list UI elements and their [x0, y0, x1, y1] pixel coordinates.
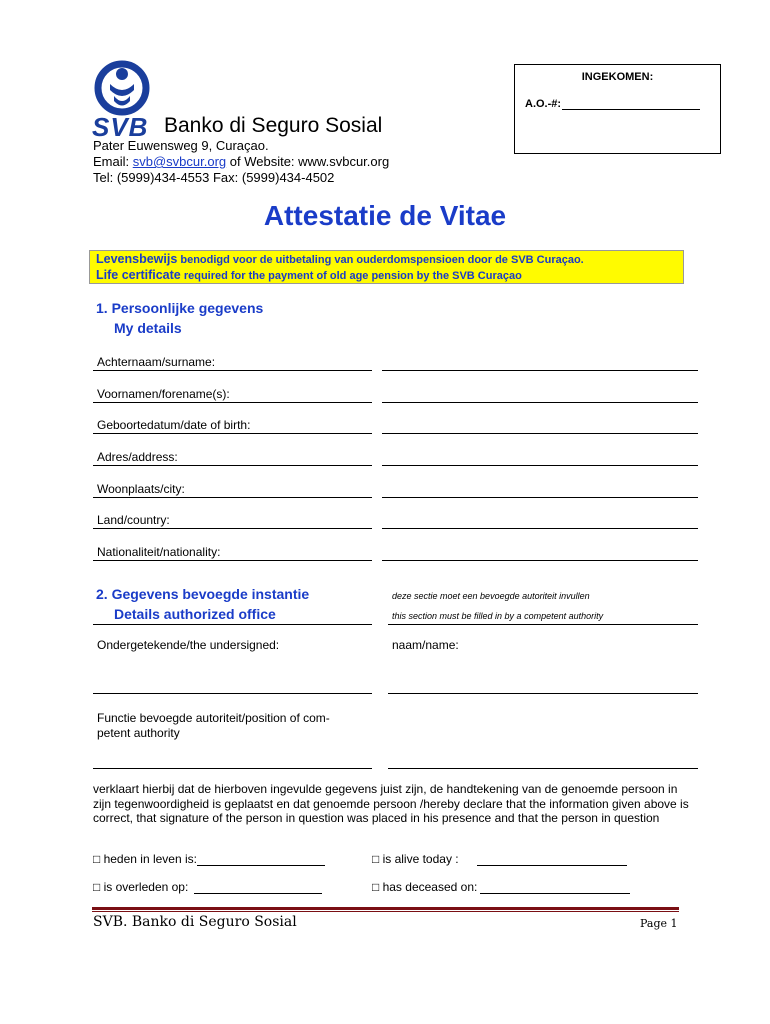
banner-nl-rest: benodigd voor de uitbetaling van ouderdomspensioen door de SVB Curaçao. — [177, 254, 584, 266]
field-surname-label: Achternaam/surname: — [97, 355, 216, 369]
declaration-text: verklaart hierbij dat de hierboven ingevulde gegevens juist zijn, de handtekening van de genoemde persoon in zijn tegenwoordigheid is geplaatst en dat genoemde persoon /hereby declare that the information given above is correct, that signature of the person in question was placed in his presence and that the person in question — [93, 782, 689, 825]
option-alive-nl-label: □ heden in leven is: — [93, 852, 197, 866]
field-forename-line-left — [93, 402, 372, 403]
footer-rule-thin — [92, 911, 679, 912]
banner-en-bold: Life certificate — [96, 268, 181, 282]
option-deceased-en-label: □ has deceased on: — [372, 880, 478, 894]
section2-rule-right — [388, 624, 698, 625]
notice-banner — [89, 250, 684, 284]
deceased-en-blank[interactable] — [480, 881, 630, 894]
field-city-label: Woonplaats/city: — [97, 482, 185, 496]
alive-en-blank[interactable] — [477, 853, 627, 866]
function-input-right[interactable] — [388, 768, 698, 769]
field-nationality-label: Nationaliteit/nationality: — [97, 545, 221, 559]
ao-number-field[interactable] — [525, 98, 700, 110]
section2-note-nl: deze sectie moet een bevoegde autoriteit invullen — [392, 591, 590, 601]
section2-heading-nl: 2. Gegevens bevoegde instantie — [96, 586, 310, 602]
field-city-line-left — [93, 497, 372, 498]
name-label: naam/name: — [392, 638, 459, 652]
deceased-nl-blank[interactable] — [194, 881, 322, 894]
footer-rule-thick — [92, 907, 679, 910]
email-prefix: Email: — [93, 154, 133, 169]
field-forename-input[interactable] — [382, 402, 698, 403]
received-box — [514, 64, 721, 154]
page-number: Page 1 — [640, 917, 678, 930]
email-link[interactable]: svb@svbcur.org — [132, 154, 227, 169]
ao-blank[interactable] — [562, 98, 700, 110]
option-alive-nl[interactable] — [93, 852, 325, 866]
page-title: Attestatie de Vitae — [263, 200, 507, 231]
banner-en-rest: required for the payment of old age pension by the SVB Curaçao — [180, 270, 522, 282]
alive-nl-blank[interactable] — [197, 853, 325, 866]
field-city-input[interactable] — [382, 497, 698, 498]
section2-rule-left — [93, 624, 372, 625]
field-nationality-line-left — [93, 560, 372, 561]
address: Pater Euwensweg 9, Curaçao. — [93, 138, 269, 153]
ao-label: A.O.-#: — [525, 98, 562, 110]
section1-heading-en: My details — [114, 320, 182, 336]
field-country-line-left — [93, 528, 372, 529]
section1-heading-nl: 1. Persoonlijke gegevens — [96, 300, 264, 316]
phone-fax: Tel: (5999)434-4553 Fax: (5999)434-4502 — [93, 170, 335, 185]
option-deceased-nl[interactable] — [93, 880, 322, 894]
field-address-line-left — [93, 465, 372, 466]
field-surname-input[interactable] — [382, 370, 698, 371]
section2-note-en: this section must be filled in by a competent authority — [392, 611, 604, 621]
function-label-1: Functie bevoegde autoriteit/position of com- — [97, 711, 330, 725]
footer-org: SVB. Banko di Seguro Sosial — [93, 914, 297, 930]
field-address-label: Adres/address: — [97, 450, 178, 464]
field-forename-label: Voornamen/forename(s): — [97, 387, 230, 401]
field-surname-line-left — [93, 370, 372, 371]
field-dob-label: Geboortedatum/date of birth: — [97, 418, 251, 432]
name-input[interactable] — [388, 693, 698, 694]
option-alive-en[interactable] — [372, 852, 627, 866]
contact-line — [93, 154, 389, 170]
field-nationality-input[interactable] — [382, 560, 698, 561]
svb-logo-emblem — [92, 60, 162, 120]
banner-nl-bold: Levensbewijs — [96, 252, 178, 266]
org-name: Banko di Seguro Sosial — [164, 114, 383, 137]
website-text: of Website: www.svbcur.org — [226, 154, 390, 169]
function-label-2: petent authority — [97, 726, 180, 740]
option-alive-en-label: □ is alive today : — [372, 852, 459, 866]
logo-text: SVB — [92, 112, 149, 142]
option-deceased-nl-label: □ is overleden op: — [93, 880, 189, 894]
field-dob-line-left — [93, 433, 372, 434]
field-country-input[interactable] — [382, 528, 698, 529]
undersigned-label: Ondergetekende/the undersigned: — [97, 638, 280, 652]
received-title: INGEKOMEN: — [581, 71, 654, 83]
field-address-input[interactable] — [382, 465, 698, 466]
field-country-label: Land/country: — [97, 513, 170, 527]
field-dob-input[interactable] — [382, 433, 698, 434]
function-input[interactable] — [93, 768, 372, 769]
option-deceased-en[interactable] — [372, 880, 630, 894]
undersigned-input[interactable] — [93, 693, 372, 694]
section2-heading-en: Details authorized office — [114, 606, 276, 622]
